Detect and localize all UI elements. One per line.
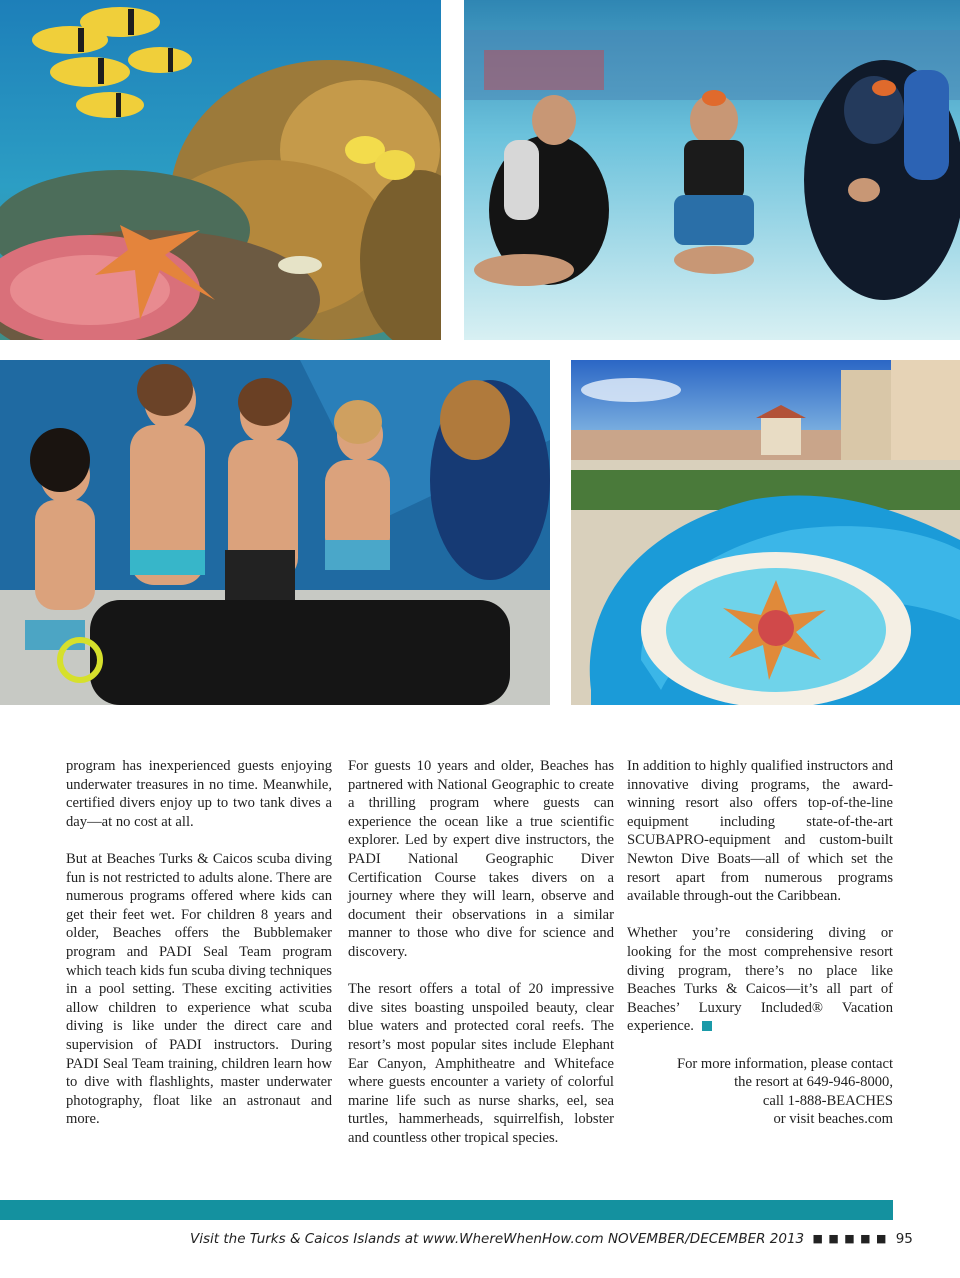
article-column-1	[66, 757, 332, 1147]
coral-reef-fish-photo	[0, 0, 441, 340]
contact-line: For more information, please contact	[677, 1055, 893, 1072]
contact-line: or visit beaches.com	[773, 1111, 893, 1128]
article-column-3	[627, 757, 893, 1129]
end-of-article-square-icon	[702, 1021, 712, 1031]
paragraph: In addition to highly qualified instructors and innovative diving programs, the award-winning resort also offers top-of-the-line equipment including state-of-the-art SCUBAPRO-equipment and custom-built Newton Dive Boats—all of which set the resort apart from numerous programs available through-out the Caribbean.	[627, 758, 893, 905]
closing-paragraph-text: Whether you’re considering diving or looking for the most comprehensive resort diving program, there’s no place like Beaches Turks & Caicos—it’s all part of Beaches’ Luxury Included® Vacation experience.	[627, 925, 893, 1035]
kids-scuba-gear-photo	[0, 360, 550, 705]
paragraph	[627, 924, 893, 1036]
contact-info	[627, 1055, 893, 1129]
footer-text: Visit the Turks & Caicos Islands at www.WhereWhenHow.com NOVEMBER/DECEMBER 2013	[190, 1231, 805, 1247]
paragraph: program has inexperienced guests enjoying underwater treasures in no time. Meanwhile, certified divers enjoy up to two tank dives a day—at no cost at all.	[66, 758, 332, 830]
footer-accent-bar	[0, 1200, 893, 1220]
contact-line: the resort at 649-946-8000,	[734, 1074, 893, 1091]
paragraph: The resort offers a total of 20 impressive dive sites boasting unspoiled beauty, clear blue waters and protected coral reefs. The resort’s most popular sites include Elephant Ear Canyon, Amphitheatre and Whiteface where guests encounter a variety of colorful marine life such as nurse sharks, eel, sea turtles, hammerheads, squirrelfish, lobster and countless other tropical species.	[348, 981, 614, 1146]
paragraph: For guests 10 years and older, Beaches has partnered with National Geographic to create a thrilling program where guests can experience the ocean like a true scientific explorer. Led by expert dive instructors, the PADI National Geographic Diver Certification Course takes divers on a journey where they will learn, observe and document their observations in a similar manner to those who dive for science and discovery.	[348, 758, 614, 960]
contact-line: call 1-888-BEACHES	[762, 1092, 893, 1109]
paragraph: But at Beaches Turks & Caicos scuba diving fun is not restricted to adults alone. There are numerous programs offered where kids can get their feet wet. For children 8 years and older, Beaches offers the Bubblemaker program and PADI Seal Team program which teach kids fun scuba diving techniques in a pool setting. These exciting activities allow children to experience what scuba diving is like under the direct care and supervision of PADI instructors. During PADI Seal Team training, children learn how to dive with flashlights, master underwater photography, float like an astronaut and more.	[66, 850, 332, 1128]
page-footer	[190, 1231, 913, 1247]
resort-pool-aerial-photo	[571, 360, 960, 705]
pool-scuba-training-photo	[464, 0, 960, 340]
page-number: 95	[895, 1231, 913, 1247]
footer-dots: ■ ■ ■ ■ ■	[812, 1232, 888, 1245]
article-column-2	[348, 757, 614, 1166]
